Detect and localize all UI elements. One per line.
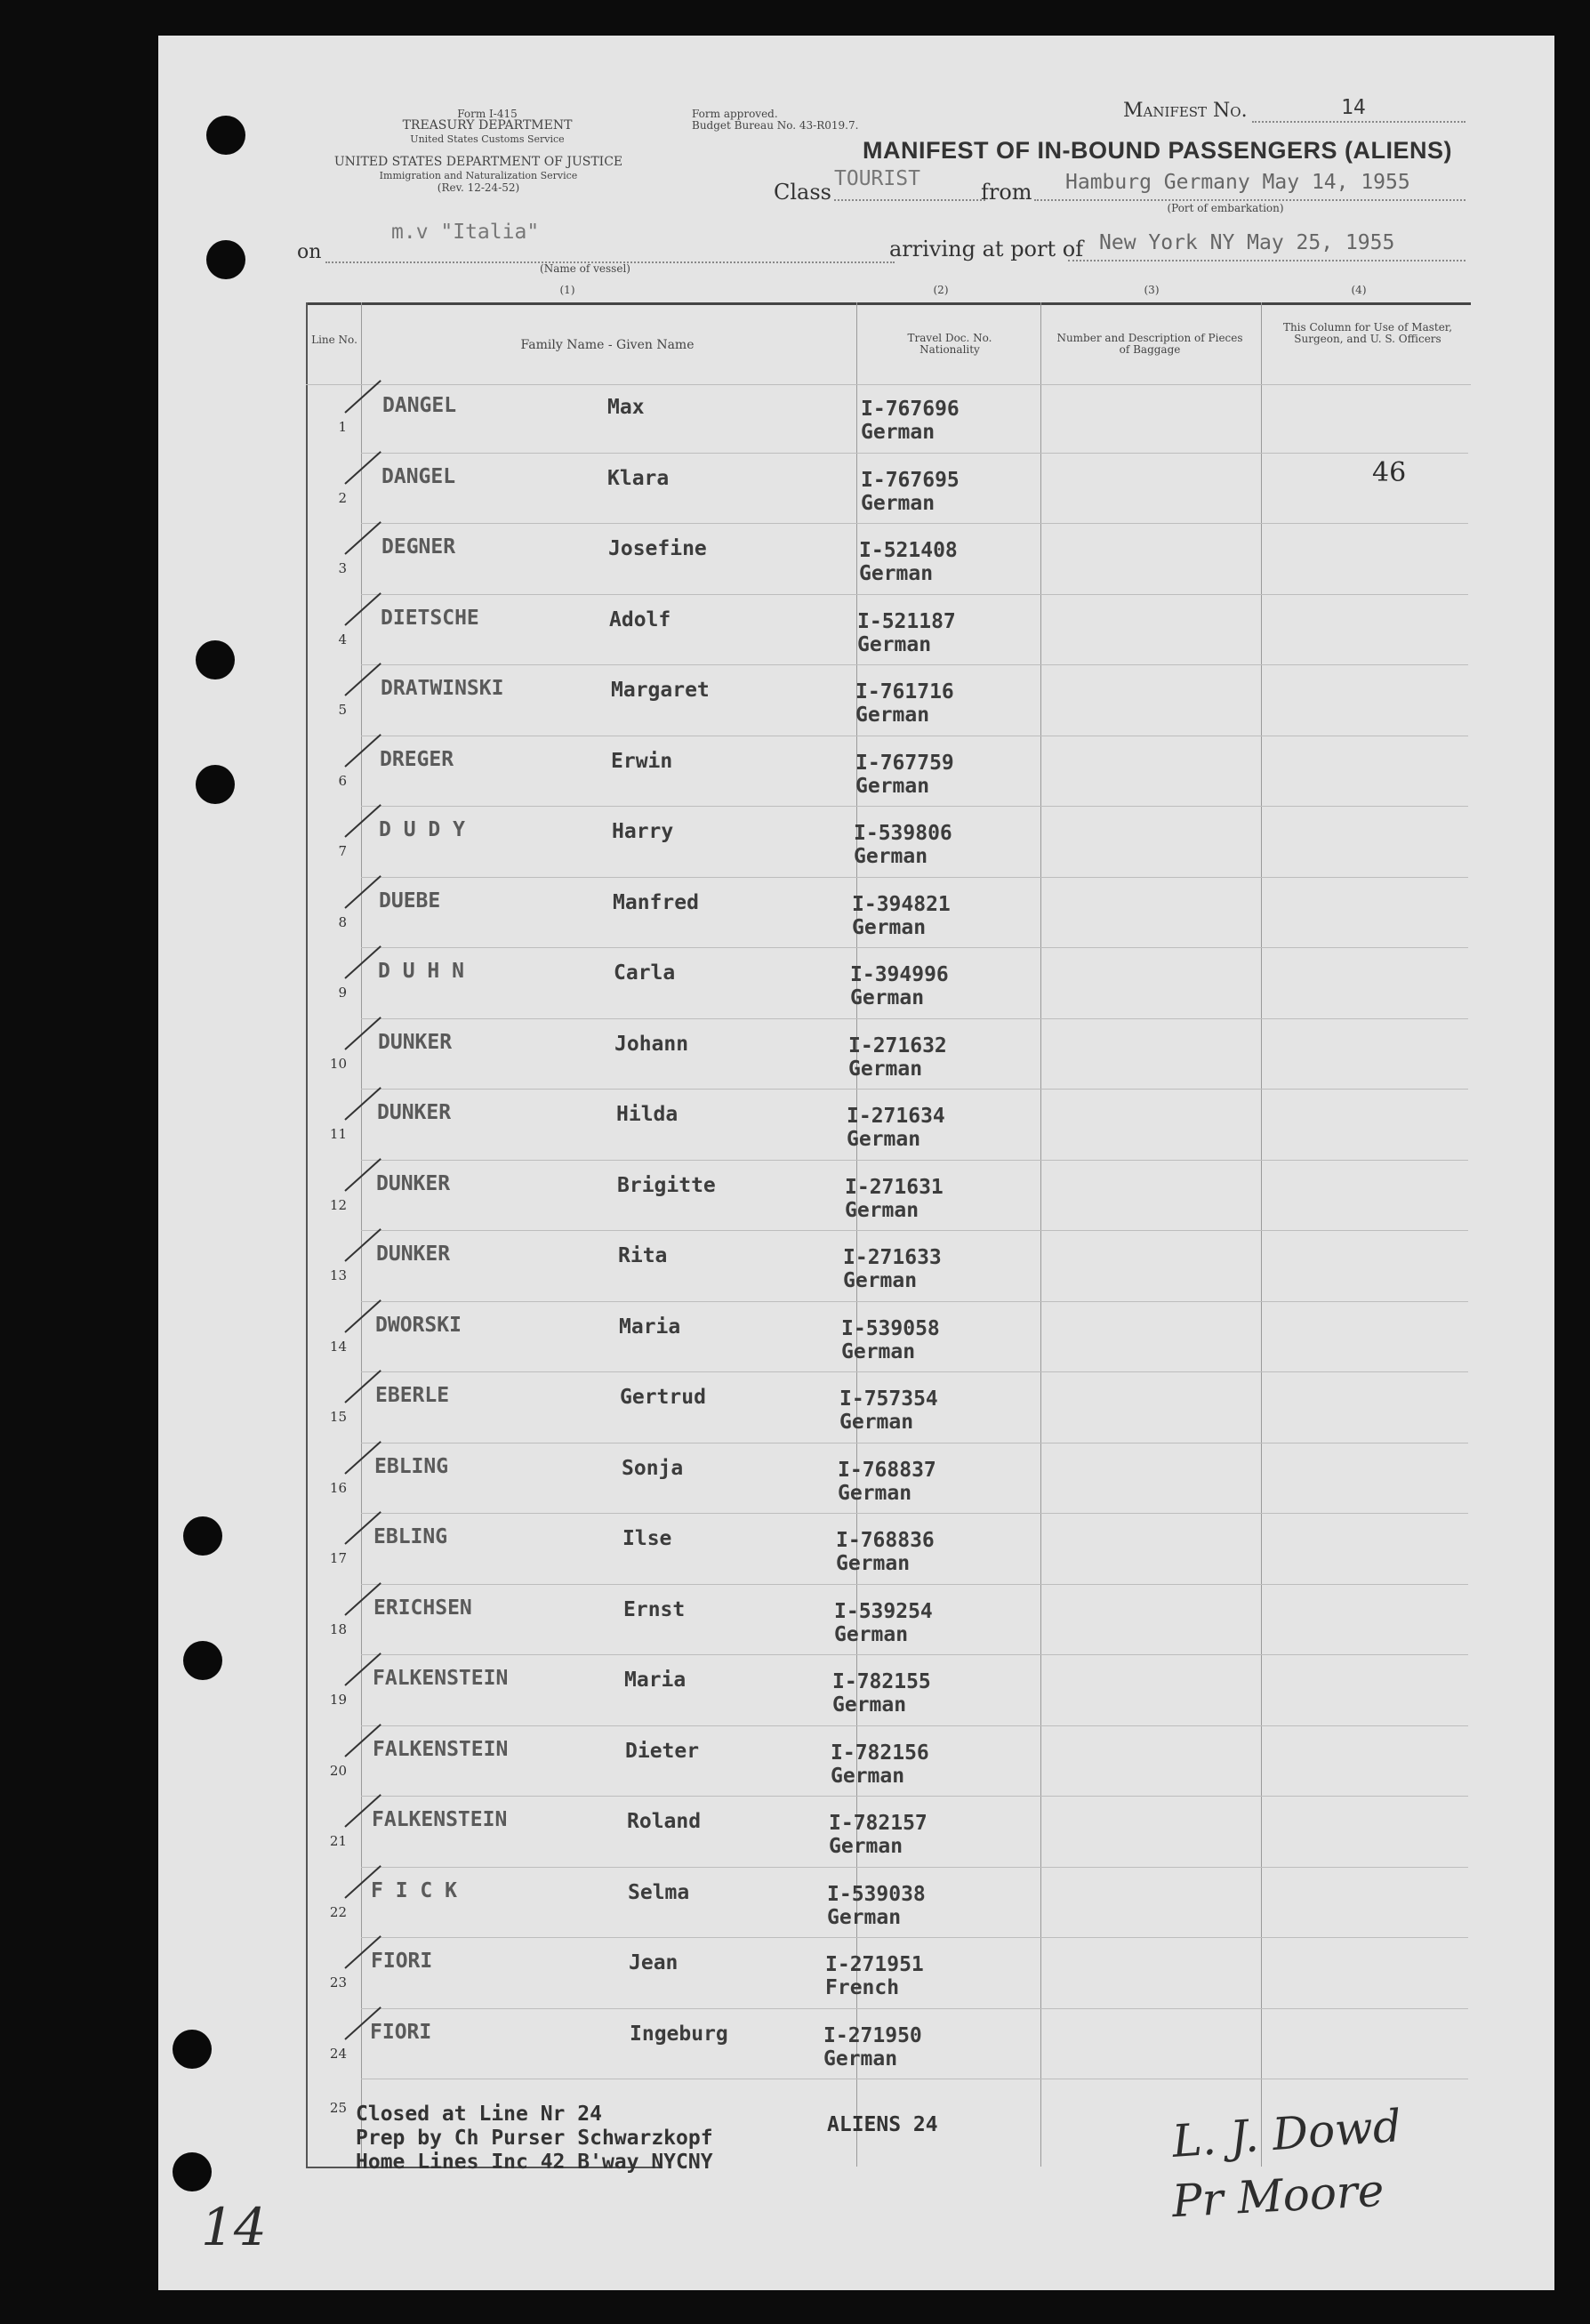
travel-doc-no: I-782156 <box>831 1741 929 1765</box>
line-number: 11 <box>329 1126 347 1142</box>
family-name: DRATWINSKI <box>381 677 504 700</box>
nationality: German <box>839 1411 914 1434</box>
line-number: 13 <box>329 1267 347 1283</box>
check-mark <box>344 1017 381 1050</box>
check-mark <box>344 663 381 696</box>
header-baggage: Number and Description of Pieces of Baggage <box>1056 332 1243 356</box>
table-row <box>158 1305 1474 1363</box>
table-row <box>158 1516 1474 1575</box>
given-name: Johann <box>614 1032 689 1056</box>
from-label: from <box>981 180 1032 205</box>
row-separator <box>361 1867 1468 1868</box>
table-row <box>158 881 1474 939</box>
table-row <box>158 951 1474 1009</box>
family-name: EBLING <box>374 1454 449 1478</box>
travel-doc-no: I-768837 <box>838 1458 936 1482</box>
nationality: German <box>861 491 936 515</box>
table-row <box>158 598 1474 656</box>
given-name: Adolf <box>609 607 671 631</box>
row-separator <box>361 1371 1468 1372</box>
table-top-border <box>306 302 1471 305</box>
line-number: 18 <box>329 1620 347 1637</box>
travel-doc-no: I-768836 <box>836 1529 935 1552</box>
travel-doc-no: I-271634 <box>847 1105 945 1128</box>
nationality: German <box>834 1622 909 1646</box>
check-mark <box>344 451 381 485</box>
family-name: DUNKER <box>376 1171 451 1195</box>
family-name: DUEBE <box>379 889 441 913</box>
from-line <box>1034 199 1466 201</box>
row-separator <box>361 877 1468 878</box>
check-mark <box>344 875 381 909</box>
travel-doc-no: I-539254 <box>834 1599 933 1623</box>
nationality: German <box>838 1481 912 1505</box>
signature: L. J. Dowd <box>1170 2100 1403 2167</box>
line-number: 24 <box>329 2045 347 2062</box>
line-number: 14 <box>329 1338 347 1355</box>
family-name: ERICHSEN <box>373 1596 472 1620</box>
check-mark <box>344 592 381 626</box>
table-row <box>158 1658 1474 1717</box>
line-number: 23 <box>329 1974 347 1990</box>
check-mark <box>344 521 381 555</box>
family-name: D U H N <box>378 960 464 983</box>
manifest-title: MANIFEST OF IN-BOUND PASSENGERS (ALIENS) <box>863 137 1453 164</box>
row-separator <box>361 1230 1468 1231</box>
given-name: Roland <box>627 1810 702 1833</box>
row-separator <box>361 947 1468 948</box>
line-number: 10 <box>329 1055 347 1072</box>
row-separator <box>361 1160 1468 1161</box>
given-name: Manfred <box>613 890 699 914</box>
travel-doc-no: I-394821 <box>852 892 951 916</box>
given-name: Ernst <box>623 1597 686 1621</box>
row-separator <box>361 1796 1468 1797</box>
line-number: 15 <box>329 1409 347 1425</box>
col-num-4: (4) <box>1351 284 1367 296</box>
signature-2: Pr Moore <box>1170 2164 1385 2228</box>
travel-doc-no: I-539038 <box>827 1882 926 1906</box>
line-number: 22 <box>329 1903 347 1920</box>
travel-doc-no: I-271951 <box>825 1953 924 1976</box>
check-mark <box>344 945 381 979</box>
travel-doc-no: I-539806 <box>854 822 952 845</box>
nationality: German <box>823 2047 898 2071</box>
family-name: DUNKER <box>376 1242 451 1266</box>
table-row <box>158 1375 1474 1434</box>
justice-dept: UNITED STATES DEPARTMENT OF JUSTICE <box>333 155 623 169</box>
manifest-page <box>158 36 1554 2290</box>
nationality: German <box>841 1339 916 1363</box>
embark-caption: (Port of embarkation) <box>1167 202 1284 214</box>
table-row <box>158 1588 1474 1646</box>
table-row <box>158 1446 1474 1505</box>
given-name: Brigitte <box>617 1173 716 1197</box>
vessel-name: m.v "Italia" <box>391 221 540 244</box>
table-row <box>158 385 1474 444</box>
line-number: 6 <box>338 772 347 789</box>
header-travel-doc: Travel Doc. No. Nationality <box>907 332 992 356</box>
ins: Immigration and Naturalization Service <box>379 170 578 181</box>
travel-doc-no: I-767759 <box>855 751 954 775</box>
family-name: DREGER <box>380 747 454 771</box>
family-name: FIORI <box>370 2020 432 2044</box>
row-separator <box>361 453 1468 454</box>
nationality: German <box>845 1198 919 1222</box>
col-num-2: (2) <box>933 284 949 296</box>
given-name: Sonja <box>622 1456 684 1480</box>
row-separator <box>361 1513 1468 1514</box>
given-name: Carla <box>614 961 676 985</box>
nationality: German <box>831 1764 905 1788</box>
line-number: 21 <box>329 1833 347 1849</box>
row-separator <box>361 1725 1468 1726</box>
table-row <box>158 456 1474 515</box>
check-mark <box>344 804 381 838</box>
table-row <box>158 1092 1474 1151</box>
table-row <box>158 739 1474 798</box>
nationality: German <box>843 1269 918 1292</box>
table-row <box>158 1163 1474 1222</box>
punch-hole <box>206 240 245 279</box>
header-name: Family Name - Given Name <box>520 338 695 352</box>
family-name: EBLING <box>373 1525 448 1548</box>
table-row <box>158 1234 1474 1292</box>
form-number: Form I-415 <box>457 108 518 120</box>
line-number: 20 <box>329 1762 347 1779</box>
given-name: Margaret <box>611 679 710 702</box>
family-name: D U D Y <box>379 818 465 841</box>
given-name: Jean <box>629 1951 679 1974</box>
revision: (Rev. 12-24-52) <box>437 181 520 194</box>
table-row <box>158 527 1474 585</box>
line-number: 19 <box>329 1692 347 1708</box>
row-separator <box>361 1018 1468 1019</box>
family-name: FALKENSTEIN <box>373 1667 509 1690</box>
nationality: German <box>850 986 925 1009</box>
row-separator <box>361 1301 1468 1302</box>
given-name: Ilse <box>622 1527 672 1550</box>
travel-doc-no: I-271633 <box>843 1246 942 1269</box>
nationality: German <box>829 1835 903 1858</box>
aliens-total: ALIENS 24 <box>827 2113 938 2136</box>
family-name: FALKENSTEIN <box>372 1808 508 1831</box>
arriving-line <box>1068 260 1466 261</box>
given-name: Gertrud <box>620 1386 706 1409</box>
nationality: German <box>855 704 930 727</box>
nationality: German <box>859 562 934 585</box>
travel-doc-no: I-539058 <box>841 1316 940 1340</box>
row-separator <box>361 1584 1468 1585</box>
travel-doc-no: I-271632 <box>848 1033 947 1057</box>
travel-doc-no: I-782155 <box>832 1670 931 1693</box>
header-line-no: Line No. <box>311 334 357 346</box>
travel-doc-no: I-271631 <box>845 1175 944 1199</box>
travel-doc-no: I-761716 <box>855 680 954 704</box>
travel-doc-no: I-782157 <box>829 1812 928 1835</box>
arriving-value: New York NY May 25, 1955 <box>1099 231 1395 254</box>
row-separator <box>361 2008 1468 2009</box>
nationality: German <box>836 1552 911 1575</box>
travel-doc-no: I-271950 <box>823 2023 922 2047</box>
travel-doc-no: I-767695 <box>861 468 960 492</box>
given-name: Ingeburg <box>630 2022 728 2046</box>
table-row <box>158 2012 1474 2071</box>
table-row <box>158 1022 1474 1081</box>
line-number: 5 <box>338 702 347 718</box>
table-row <box>158 668 1474 727</box>
customs-service: United States Customs Service <box>410 133 565 145</box>
punch-hole <box>206 116 245 155</box>
class-label: Class <box>774 180 831 205</box>
manifest-no-label: Manifest No. <box>1123 100 1248 122</box>
given-name: Maria <box>624 1669 687 1692</box>
row-separator <box>361 1654 1468 1655</box>
family-name: DANGEL <box>381 464 456 488</box>
line-number: 12 <box>329 1196 347 1213</box>
nationality: German <box>854 845 928 868</box>
given-name: Dieter <box>625 1739 700 1763</box>
budget-bureau: Budget Bureau No. 43-R019.7. <box>692 119 859 132</box>
family-name: DUNKER <box>378 1030 453 1054</box>
line-number: 16 <box>329 1479 347 1496</box>
family-name: DEGNER <box>381 535 456 559</box>
arriving-label: arriving at port of <box>889 237 1084 261</box>
manifest-no: 14 <box>1341 96 1366 119</box>
given-name: Erwin <box>611 749 673 773</box>
line-number: 2 <box>338 489 347 506</box>
line-number: 17 <box>329 1550 347 1566</box>
given-name: Klara <box>607 466 670 490</box>
row-separator <box>361 523 1468 524</box>
row-separator <box>361 594 1468 595</box>
check-mark <box>344 380 381 414</box>
table-row <box>158 1799 1474 1858</box>
table-row <box>158 1729 1474 1788</box>
table-row <box>158 1870 1474 1929</box>
travel-doc-no: I-767696 <box>861 398 960 421</box>
row-separator <box>361 1089 1468 1090</box>
nationality: German <box>861 421 936 444</box>
line-number: 4 <box>338 631 347 647</box>
treasury-dept: TREASURY DEPARTMENT <box>402 118 573 133</box>
given-name: Rita <box>618 1244 668 1267</box>
given-name: Max <box>607 396 645 419</box>
nationality: German <box>855 774 930 798</box>
line-number: 7 <box>338 843 347 859</box>
vessel-caption: (Name of vessel) <box>540 262 630 275</box>
family-name: DIETSCHE <box>381 606 479 630</box>
row-separator <box>361 1937 1468 1938</box>
given-name: Harry <box>612 820 674 843</box>
check-mark <box>344 734 381 768</box>
from-value: Hamburg Germany May 14, 1955 <box>1065 171 1410 194</box>
travel-doc-no: I-521187 <box>857 609 956 633</box>
officer-note: 46 <box>1372 457 1407 488</box>
closing-prep: Prep by Ch Purser Schwarzkopf <box>356 2127 713 2150</box>
family-name: EBERLE <box>375 1384 450 1407</box>
line-number-25: 25 <box>329 2100 347 2116</box>
nationality: German <box>847 1128 921 1151</box>
check-mark <box>344 1087 381 1121</box>
nationality: German <box>857 632 932 656</box>
family-name: F I C K <box>371 1878 457 1902</box>
given-name: Josefine <box>608 537 707 560</box>
nationality: German <box>848 1057 923 1081</box>
given-name: Selma <box>628 1880 690 1904</box>
family-name: FALKENSTEIN <box>373 1737 509 1761</box>
line-number: 8 <box>338 913 347 930</box>
family-name: DANGEL <box>382 394 457 417</box>
given-name: Hilda <box>616 1103 679 1126</box>
nationality: German <box>827 1905 902 1929</box>
class-value: TOURIST <box>834 167 920 190</box>
travel-doc-no: I-757354 <box>839 1387 938 1411</box>
table-row <box>158 809 1474 868</box>
col-num-1: (1) <box>559 284 575 296</box>
form-approved: Form approved. <box>692 108 778 120</box>
row-separator <box>361 664 1468 665</box>
line-number: 3 <box>338 560 347 576</box>
closing-closed: Closed at Line Nr 24 <box>356 2103 602 2126</box>
travel-doc-no: I-394996 <box>850 963 949 986</box>
margin-note: 14 <box>201 2197 267 2257</box>
family-name: DUNKER <box>377 1101 452 1124</box>
line-number: 9 <box>338 985 347 1001</box>
punch-hole <box>173 2152 212 2191</box>
closing-company: Home Lines Inc 42 B'way NYCNY <box>356 2151 713 2174</box>
header-officers: This Column for Use of Master, Surgeon, and U. S. Officers <box>1282 321 1453 345</box>
travel-doc-no: I-521408 <box>859 539 958 562</box>
manifest-no-line <box>1252 121 1466 123</box>
given-name: Maria <box>619 1315 681 1339</box>
line-number: 1 <box>338 419 347 435</box>
nationality: French <box>825 1976 900 1999</box>
col-num-3: (3) <box>1144 284 1160 296</box>
on-label: on <box>297 241 322 263</box>
family-name: DWORSKI <box>375 1313 462 1337</box>
row-separator <box>361 806 1468 807</box>
family-name: FIORI <box>371 1950 433 1973</box>
table-row <box>158 1941 1474 1999</box>
nationality: German <box>852 915 927 939</box>
class-line <box>834 199 985 201</box>
nationality: German <box>832 1693 907 1717</box>
